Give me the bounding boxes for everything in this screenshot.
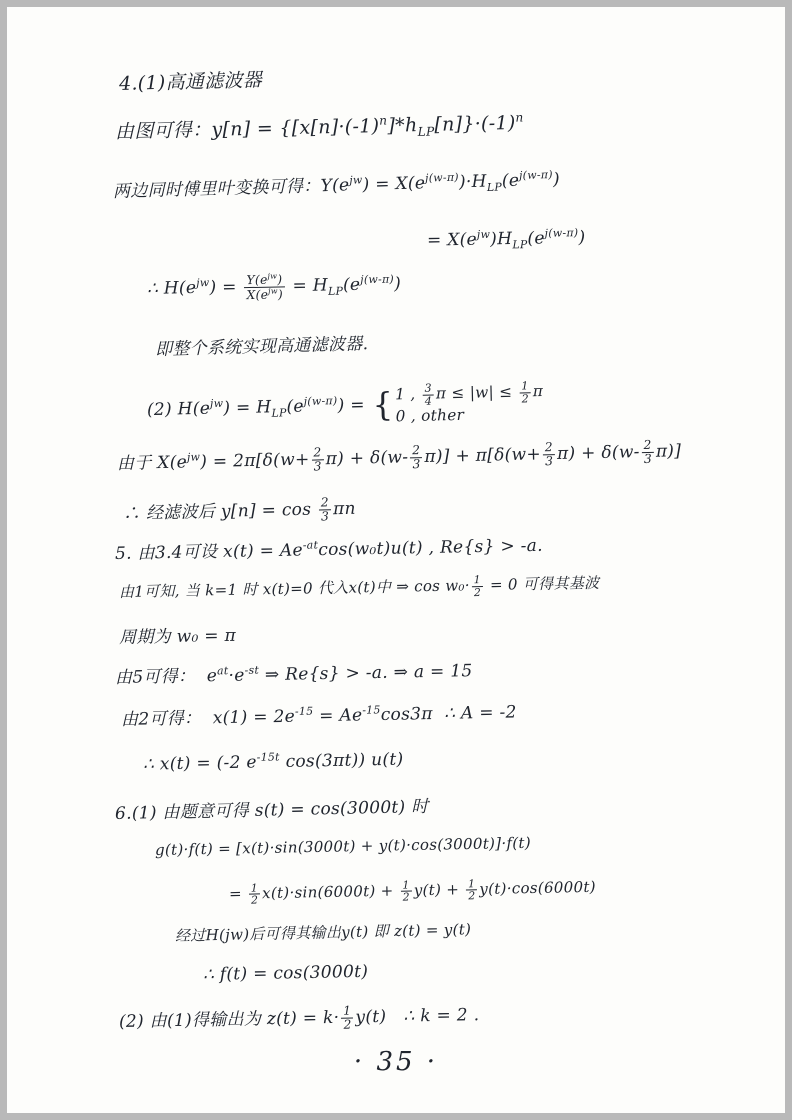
page-number: · 35 · — [353, 1047, 439, 1077]
handwritten-line: 由于 $X(e^{jw}) = 2\pi[\delta(w+$ $\frac{2}{3}$ π) + δ(w- $\frac{2}{3}$ π)] + π[δ(w+ $\frac{2}{3}$ π) + δ(w- $\frac{2}{3}$ π)] — [116, 438, 682, 474]
handwritten-line: (2) 由(1)得输出为 z(t) = k· $\frac{1}{2}$ y(t) ∴ k = 2 . — [118, 1003, 480, 1032]
handwritten-line: 经过H(jw)后可得其输出y(t) 即 z(t) = y(t) — [174, 920, 472, 945]
handwritten-line: 6.(1) 由题意可得 s(t) = cos(3000t) 时 — [114, 796, 429, 824]
handwritten-line: 4.(1)高通滤波器 — [118, 69, 263, 95]
handwritten-line: 由2可得： $x(1) = 2e^{-15} = Ae^{-15}\cos 3\pi$ ∴ A = -2 — [120, 702, 517, 730]
handwritten-line: ∴ x(t) = (-2 $e^{-15t}$ cos(3πt)) u(t) — [142, 749, 404, 775]
handwritten-line: 两边同时傅里叶变换可得：$Y(e^{jw}) = X(e^{j(w-\pi)})\cdot H_{LP}(e^{j(w-\pi)})$ — [112, 168, 561, 202]
handwritten-line: 5. 由3.4可设 $x(t) = Ae^{-at}\cos(w_0t)u(t)$ , Re{s} > -a. — [114, 535, 544, 564]
handwritten-line: ∴ f(t) = cos(3000t) — [202, 961, 369, 985]
handwritten-line: 周期为 w₀ = π — [118, 625, 237, 648]
handwritten-line: 由1可知, 当 k=1 时 x(t)=0 代入x(t)中 ⇒ cos w₀· $\frac{1}{2}$ = 0 可得其基波 — [118, 573, 600, 601]
handwritten-line: ∴ $H(e^{jw})$ = $\frac{Y(e^{jw})}{X(e^{jw})}$ = $H_{LP}(e^{j(w-\pi)})$ — [146, 271, 402, 303]
handwritten-line: = $\frac{1}{2}$ x(t)·sin(6000t) + $\frac{1}{2}$ y(t) + $\frac{1}{2}$ y(t)·cos(6000t) — [228, 877, 597, 907]
handwritten-line: g(t)·f(t) = [x(t)·sin(3000t) + y(t)·cos(3000t)]·f(t) — [154, 833, 532, 859]
paper-sheet — [7, 7, 785, 1113]
handwritten-line: = $X(e^{jw})H_{LP}(e^{j(w-\pi)})$ — [426, 226, 586, 252]
handwritten-line: (2) $H(e^{jw}) = H_{LP}(e^{j(w-\pi)}) = \{1$ , $\frac{3}{4}$ π ≤ |w| ≤ $\frac{1}{2}$ π 0 , other — [146, 379, 544, 426]
handwritten-line: 由图可得：$y[n] = \{[x[n]\cdot(-1)^n]*h_{LP}[n]\}\cdot(-1)^n$ — [114, 110, 524, 143]
handwritten-line: 即整个系统实现高通滤波器. — [154, 334, 369, 360]
handwritten-line: ∴ 经滤波后 y[n] = cos $\frac{2}{3}$ πn — [122, 495, 356, 524]
handwritten-line: 由5可得： $e^{at}\cdot e^{-st}$ ⇒ Re{s} > -a. ⇒ a = 15 — [114, 661, 473, 688]
